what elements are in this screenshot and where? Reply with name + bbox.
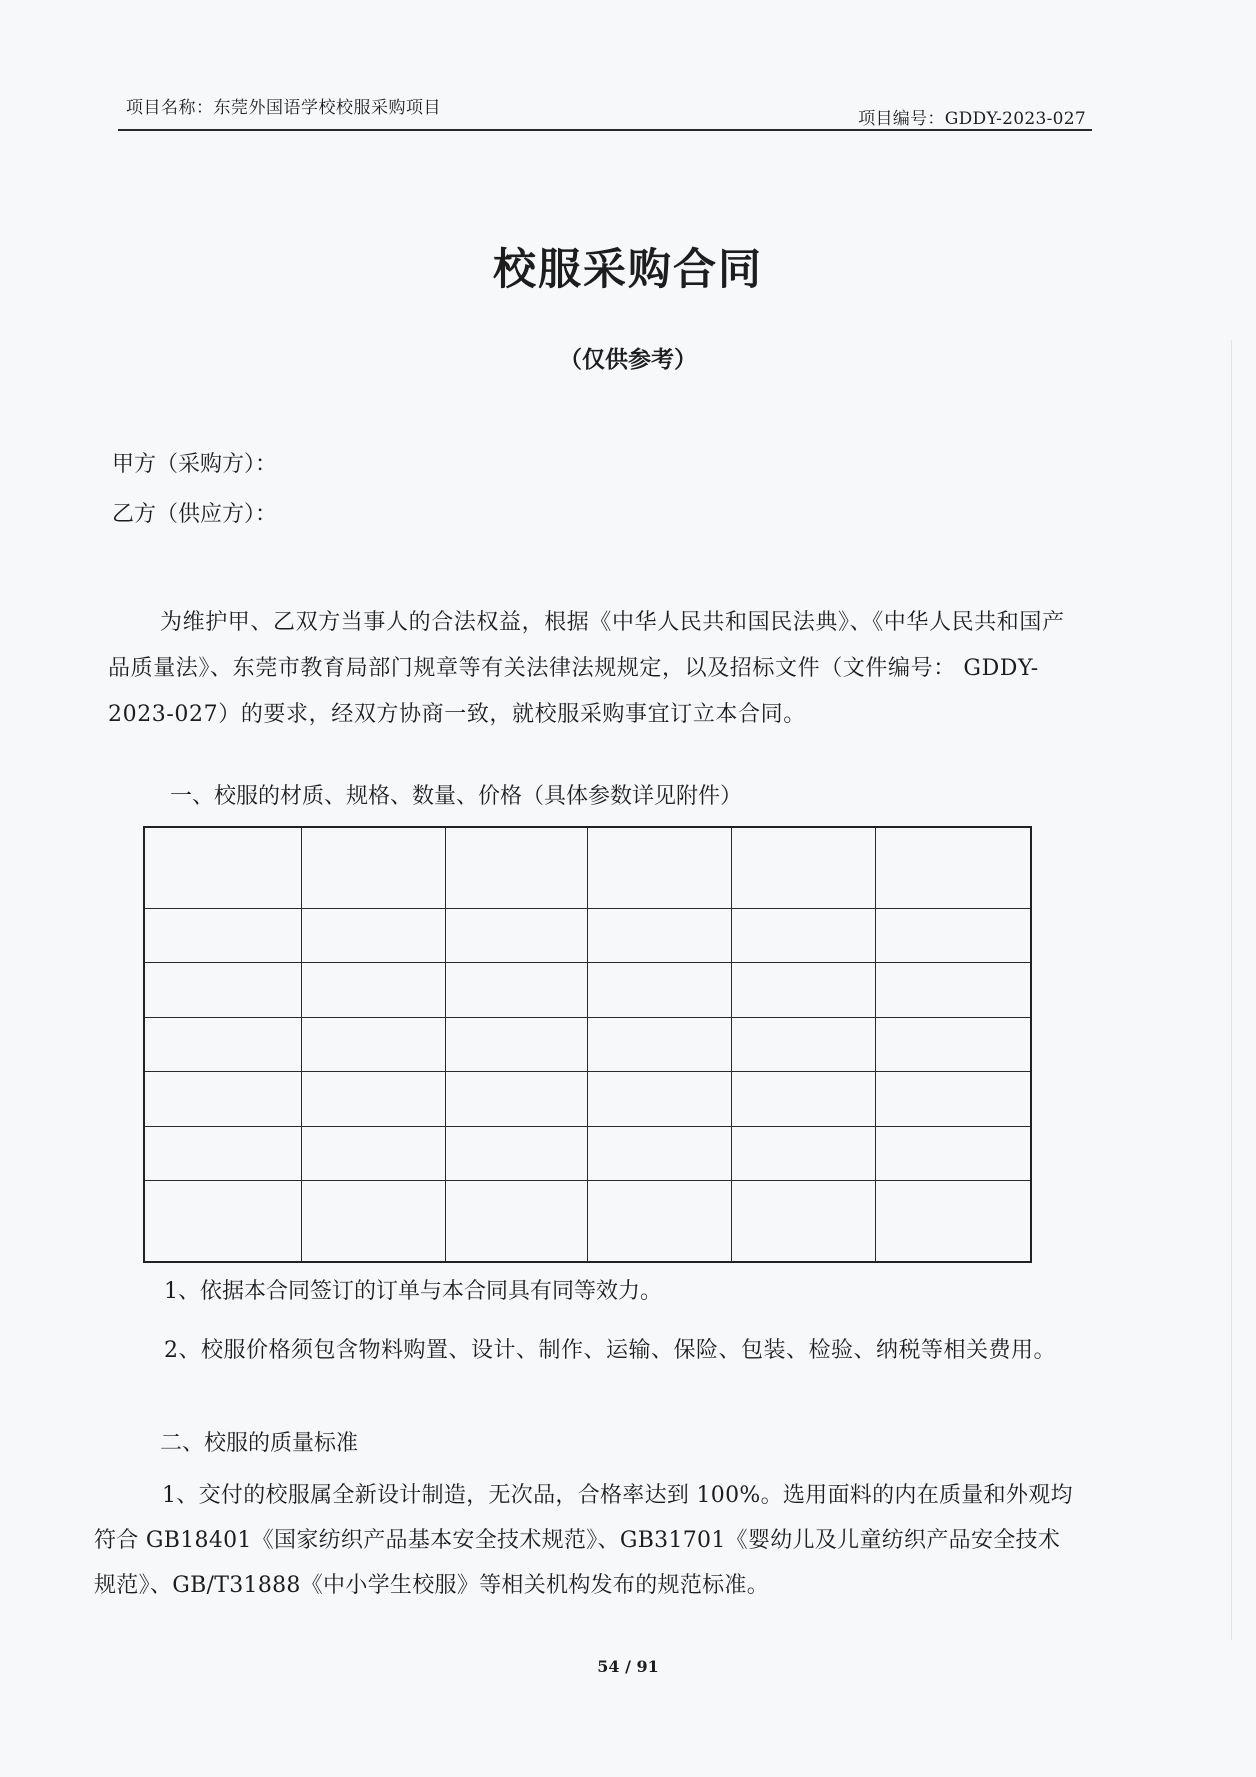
page-number: 54 / 91 — [597, 1657, 659, 1676]
table-cell — [731, 1017, 875, 1071]
scan-edge-line — [1231, 340, 1232, 1640]
table-cell — [587, 909, 731, 963]
table-cell — [445, 1126, 587, 1180]
table-cell — [144, 963, 301, 1017]
section-1-item-2: 2、校服价格须包含物料购置、设计、制作、运输、保险、包装、检验、纳税等相关费用。 — [164, 1338, 1057, 1363]
table-cell — [445, 909, 587, 963]
table-cell — [445, 963, 587, 1017]
table-cell — [731, 1180, 875, 1262]
table-cell — [301, 963, 445, 1017]
table-row — [144, 963, 1031, 1017]
intro-paragraph: 为维护甲、乙双方当事人的合法权益，根据《中华人民共和国民法典》、《中华人民共和国产品质量法》、东莞市教育局部门规章等有关法律法规规定，以及招标文件（文件编号： GDDY-2023-027）的要求，经双方协商一致，就校服采购事宜订立本合同。 — [108, 610, 1065, 727]
table-cell — [445, 1072, 587, 1126]
table-cell — [301, 1126, 445, 1180]
table-cell — [587, 963, 731, 1017]
table-cell — [301, 909, 445, 963]
header-divider — [118, 129, 1092, 131]
table-cell — [301, 827, 445, 909]
table-cell — [445, 827, 587, 909]
table-cell — [144, 1126, 301, 1180]
table-cell — [587, 1180, 731, 1262]
table-row — [144, 827, 1031, 909]
table-row — [144, 1017, 1031, 1071]
table-cell — [301, 1180, 445, 1262]
document-title: 校服采购合同 — [493, 245, 763, 295]
table-cell — [587, 1072, 731, 1126]
table-cell — [731, 963, 875, 1017]
table-cell — [875, 1180, 1031, 1262]
table-cell — [301, 1072, 445, 1126]
table-cell — [144, 909, 301, 963]
table-cell — [587, 1017, 731, 1071]
header-project-number: 项目编号：GDDY-2023-027 — [858, 109, 1086, 129]
table-cell — [731, 1072, 875, 1126]
party-b-label: 乙方（供应方）： — [112, 502, 278, 527]
document-subtitle: （仅供参考） — [559, 346, 697, 373]
table-cell — [144, 1180, 301, 1262]
table-cell — [731, 1126, 875, 1180]
section-1-item-1: 1、依据本合同签订的订单与本合同具有同等效力。 — [164, 1279, 662, 1304]
table-row — [144, 1072, 1031, 1126]
table-cell — [587, 1126, 731, 1180]
table-cell — [144, 827, 301, 909]
table-cell — [587, 827, 731, 909]
table-cell — [144, 1072, 301, 1126]
specification-table — [143, 826, 1032, 1263]
table-cell — [445, 1017, 587, 1071]
table-cell — [875, 963, 1031, 1017]
table-cell — [875, 909, 1031, 963]
table-row — [144, 1126, 1031, 1180]
table-cell — [875, 827, 1031, 909]
table-row — [144, 1180, 1031, 1262]
table-row — [144, 909, 1031, 963]
table-cell — [875, 1126, 1031, 1180]
table-cell — [875, 1072, 1031, 1126]
table-cell — [144, 1017, 301, 1071]
header-project-name: 项目名称：东莞外国语学校校服采购项目 — [126, 98, 441, 118]
table-cell — [301, 1017, 445, 1071]
party-a-label: 甲方（采购方）： — [112, 452, 278, 477]
section-2-heading: 二、校服的质量标准 — [160, 1431, 359, 1456]
table-cell — [875, 1017, 1031, 1071]
table-cell — [731, 909, 875, 963]
section-2-item-1: 1、交付的校服属全新设计制造，无次品，合格率达到 100%。选用面料的内在质量和外观均符合 GB18401《国家纺织产品基本安全技术规范》、GB31701《婴幼儿及儿童纺织产品安全技术规范》、GB/T31888《中小学生校服》等相关机构发布的规范标准。 — [94, 1483, 1073, 1598]
table-cell — [445, 1180, 587, 1262]
section-1-heading: 一、校服的材质、规格、数量、价格（具体参数详见附件） — [170, 784, 743, 809]
table-cell — [731, 827, 875, 909]
